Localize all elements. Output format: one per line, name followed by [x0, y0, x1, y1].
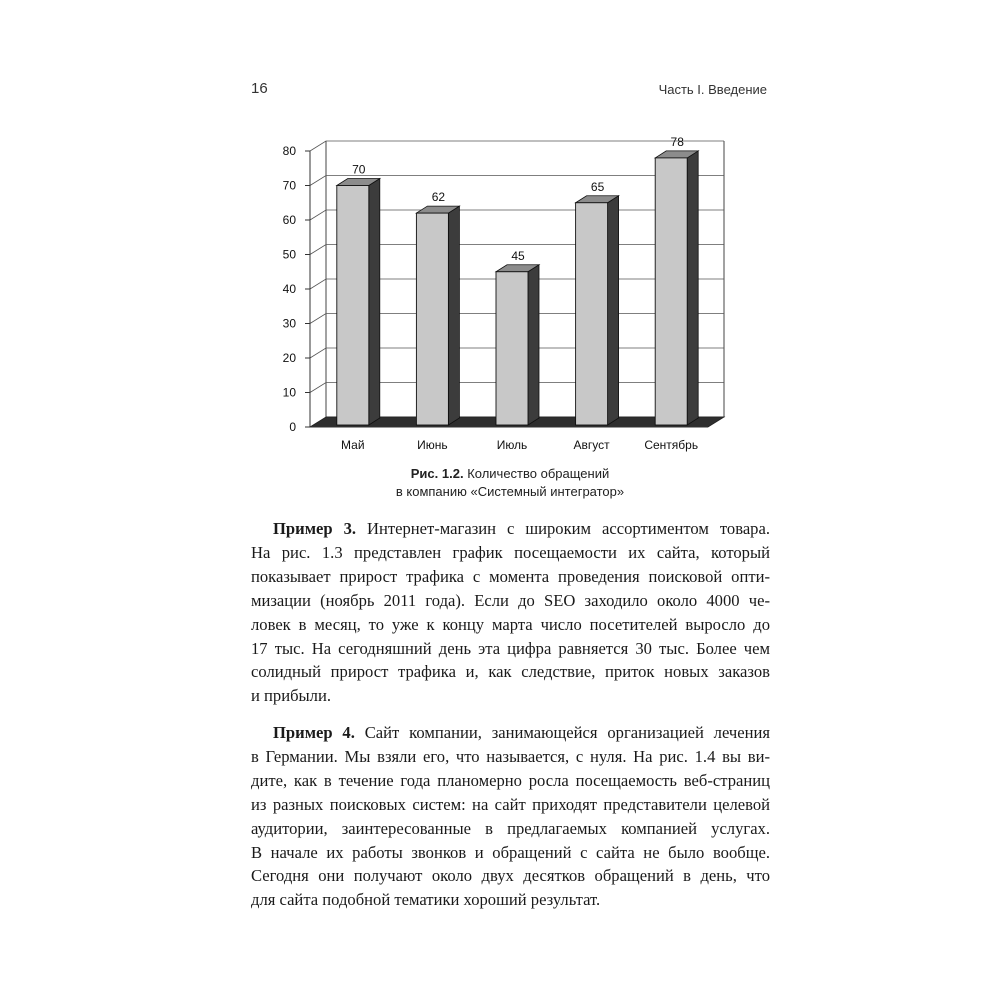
caption-line-1: Количество обращений: [467, 466, 610, 481]
y-tick-label: 30: [282, 316, 296, 331]
x-tick-label: Сентябрь: [644, 438, 699, 452]
bar-3: [496, 265, 539, 425]
x-tick-label: Май: [341, 438, 365, 452]
y-tick-label: 70: [282, 178, 296, 193]
text-line: солидный прирост трафика и, как следствие, приток новых заказов: [251, 662, 770, 682]
bar-side: [687, 151, 698, 425]
y-tick-label: 80: [282, 144, 296, 158]
text-line: мизации (ноябрь 2011 года). Если до SEO заходило около 4000 че-: [251, 590, 770, 610]
text-line: В начале их работы звонков и обращений с сайта не было вообще.: [251, 842, 770, 862]
paragraph-lead: Пример 3.: [273, 519, 357, 538]
bar-side: [369, 179, 380, 426]
paragraph-example-3: [251, 517, 770, 708]
bar-front: [655, 158, 687, 425]
text-line: показывает прирост трафика с момента проведения поисковой опти-: [251, 566, 770, 586]
bar-value-label: 62: [431, 190, 446, 205]
text-line: ловек в месяц, то уже к концу марта число посетителей выросло до: [251, 614, 770, 634]
bar-value-label: 65: [590, 179, 605, 194]
bar-front: [337, 186, 369, 426]
text-line: Пример 3. Интернет-магазин с широким ассортиментом товара.: [273, 519, 770, 538]
y-tick-label: 60: [282, 213, 296, 227]
page-number: 16: [251, 80, 268, 97]
text-line: 17 тыс. На сегодняшний день эта цифра равняется 30 тыс. Более чем: [251, 638, 770, 658]
caption-label: Рис. 1.2.: [410, 466, 464, 481]
bar-side: [608, 196, 619, 425]
bar-value-label: 78: [670, 134, 684, 149]
y-tick-label: 10: [282, 385, 296, 400]
bar-value-label: 70: [352, 162, 366, 177]
text-line: На рис. 1.3 представлен график посещаемости их сайта, который: [251, 542, 770, 562]
bar-front: [416, 213, 448, 425]
text-line: Пример 4. Сайт компании, занимающейся организацией лечения: [273, 723, 770, 742]
running-head: Часть I. Введение: [658, 82, 767, 97]
text-line: в Германии. Мы взяли его, что называется, с нуля. На рис. 1.4 вы ви-: [251, 746, 770, 766]
paragraph-lead: Пример 4.: [273, 723, 355, 742]
text-line: аудитории, заинтересованные в предлагаемых компанией услугах.: [251, 818, 770, 838]
text-line: и прибыли.: [251, 686, 331, 706]
text-line: из разных поисковых систем: на сайт приходят представители целевой: [251, 794, 770, 814]
text-line: дите, как в течение года планомерно росла посещаемость веб-страниц: [251, 770, 770, 790]
bar-1: [337, 179, 380, 426]
y-tick-label: 0: [289, 420, 296, 434]
x-tick-label: Июль: [496, 438, 528, 452]
y-tick-label: 50: [282, 247, 296, 262]
x-tick-label: Июнь: [417, 438, 448, 452]
bar-side: [528, 265, 539, 425]
caption-line-2: в компанию «Системный интегратор»: [395, 484, 625, 499]
bar-chart: [270, 130, 740, 460]
bar-front: [496, 272, 528, 425]
bar-front: [576, 203, 608, 425]
x-tick-label: Август: [573, 438, 610, 452]
bar-4: [576, 196, 619, 425]
y-tick-label: 20: [282, 351, 296, 365]
bar-value-label: 45: [511, 248, 525, 263]
bar-2: [416, 206, 459, 425]
gridline: [310, 141, 724, 151]
figure-caption: [250, 465, 770, 501]
bar-side: [448, 206, 459, 425]
y-tick-label: 40: [282, 282, 296, 296]
bar-5: [655, 151, 698, 425]
paragraph-example-4: [251, 721, 770, 912]
text-line: Сегодня они получают около двух десятков обращений в день, что: [251, 866, 770, 886]
text-line: для сайта подобной тематики хороший результат.: [251, 890, 601, 910]
